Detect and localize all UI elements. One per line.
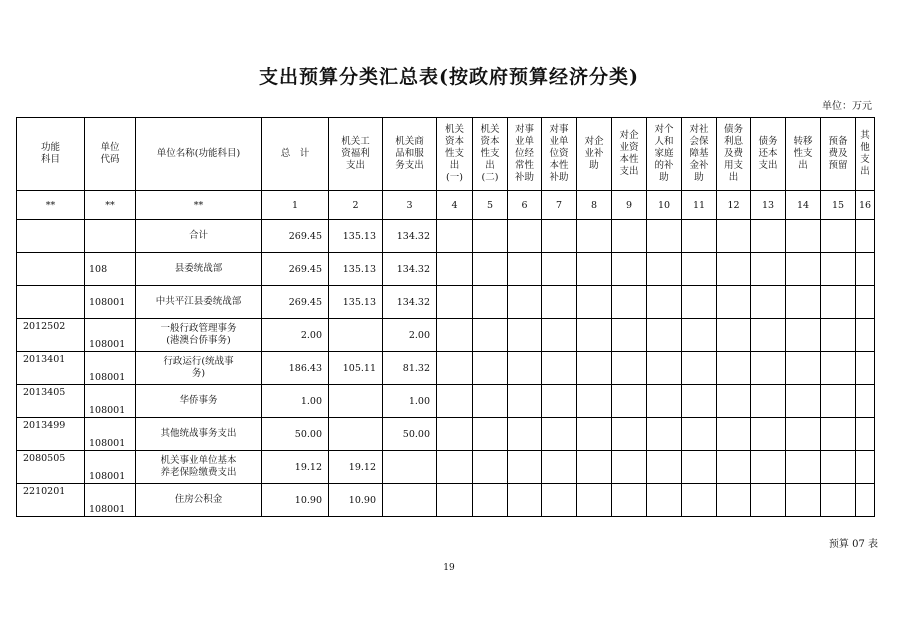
empty-cell: [856, 352, 875, 385]
function-code-cell: 2013401: [17, 352, 85, 385]
empty-cell: [751, 484, 786, 517]
total-cell: 1.00: [262, 385, 329, 418]
empty-cell: [577, 319, 612, 352]
empty-cell: [577, 253, 612, 286]
total-cell: 50.00: [262, 418, 329, 451]
column-number: 3: [383, 191, 437, 220]
table-row: [17, 385, 875, 418]
function-code-cell: [17, 253, 85, 286]
empty-cell: [856, 220, 875, 253]
total-cell: 2.00: [262, 319, 329, 352]
empty-cell: [717, 385, 751, 418]
empty-cell: [786, 484, 821, 517]
empty-cell: [437, 418, 473, 451]
column-number: 14: [786, 191, 821, 220]
empty-cell: [786, 385, 821, 418]
empty-cell: [717, 451, 751, 484]
goods-services-cell: 1.00: [383, 385, 437, 418]
empty-cell: [437, 319, 473, 352]
empty-cell: [682, 253, 717, 286]
empty-cell: [508, 352, 542, 385]
empty-cell: [647, 253, 682, 286]
column-number: 15: [821, 191, 856, 220]
empty-cell: [682, 319, 717, 352]
empty-cell: [856, 253, 875, 286]
header-row: [17, 118, 875, 191]
empty-cell: [647, 385, 682, 418]
empty-cell: [856, 484, 875, 517]
column-number: **: [85, 191, 136, 220]
column-number: **: [136, 191, 262, 220]
column-number: 6: [508, 191, 542, 220]
empty-cell: [542, 253, 577, 286]
empty-cell: [821, 253, 856, 286]
goods-services-cell: 81.32: [383, 352, 437, 385]
empty-cell: [508, 319, 542, 352]
empty-cell: [473, 451, 508, 484]
empty-cell: [612, 451, 647, 484]
empty-cell: [508, 418, 542, 451]
empty-cell: [577, 352, 612, 385]
column-number: 7: [542, 191, 577, 220]
empty-cell: [647, 286, 682, 319]
header-cell: 其他 支出: [856, 118, 875, 191]
empty-cell: [786, 418, 821, 451]
unit-name-cell: 其他统战事务支出: [136, 418, 262, 451]
empty-cell: [612, 253, 647, 286]
empty-cell: [682, 418, 717, 451]
function-code-cell: 2012502: [17, 319, 85, 352]
empty-cell: [612, 484, 647, 517]
header-cell: 预备 费及 预留: [821, 118, 856, 191]
empty-cell: [437, 286, 473, 319]
unit-name-cell: 住房公积金: [136, 484, 262, 517]
unit-code-cell: 108001: [85, 451, 136, 484]
wage-welfare-cell: 105.11: [329, 352, 383, 385]
header-cell: 总 计: [262, 118, 329, 191]
unit-code-cell: 108001: [85, 418, 136, 451]
column-number: 5: [473, 191, 508, 220]
empty-cell: [612, 220, 647, 253]
empty-cell: [751, 319, 786, 352]
unit-label: 单位：万元: [822, 101, 872, 112]
column-number: 1: [262, 191, 329, 220]
column-number: **: [17, 191, 85, 220]
empty-cell: [682, 220, 717, 253]
empty-cell: [577, 385, 612, 418]
empty-cell: [751, 286, 786, 319]
header-cell: 机关商 品和服 务支出: [383, 118, 437, 191]
column-number: 2: [329, 191, 383, 220]
total-cell: 269.45: [262, 286, 329, 319]
header-cell: 功能 科目: [17, 118, 85, 191]
empty-cell: [856, 418, 875, 451]
empty-cell: [577, 418, 612, 451]
empty-cell: [437, 352, 473, 385]
column-number: 13: [751, 191, 786, 220]
empty-cell: [577, 286, 612, 319]
empty-cell: [647, 319, 682, 352]
empty-cell: [542, 286, 577, 319]
empty-cell: [612, 418, 647, 451]
goods-services-cell: [383, 451, 437, 484]
empty-cell: [751, 220, 786, 253]
empty-cell: [473, 385, 508, 418]
unit-code-cell: 108001: [85, 352, 136, 385]
empty-cell: [856, 319, 875, 352]
header-cell: 债务 利息 及费 用支 出: [717, 118, 751, 191]
goods-services-cell: [383, 484, 437, 517]
empty-cell: [542, 319, 577, 352]
empty-cell: [717, 418, 751, 451]
empty-cell: [437, 253, 473, 286]
total-cell: 269.45: [262, 253, 329, 286]
empty-cell: [751, 418, 786, 451]
empty-cell: [647, 484, 682, 517]
header-cell: 机关 资本 性支 出 (一): [437, 118, 473, 191]
empty-cell: [542, 484, 577, 517]
header-cell: 机关 资本 性支 出 (二): [473, 118, 508, 191]
empty-cell: [473, 484, 508, 517]
empty-cell: [821, 385, 856, 418]
empty-cell: [473, 319, 508, 352]
empty-cell: [542, 451, 577, 484]
unit-name-cell: 合计: [136, 220, 262, 253]
total-cell: 186.43: [262, 352, 329, 385]
wage-welfare-cell: 19.12: [329, 451, 383, 484]
empty-cell: [786, 286, 821, 319]
empty-cell: [786, 451, 821, 484]
table-row: [17, 451, 875, 484]
unit-name-cell: 县委统战部: [136, 253, 262, 286]
empty-cell: [508, 286, 542, 319]
unit-name-cell: 行政运行(统战事 务): [136, 352, 262, 385]
function-code-cell: 2080505: [17, 451, 85, 484]
empty-cell: [473, 253, 508, 286]
header-cell: 单位 代码: [85, 118, 136, 191]
empty-cell: [717, 286, 751, 319]
empty-cell: [542, 352, 577, 385]
empty-cell: [437, 484, 473, 517]
function-code-cell: 2013405: [17, 385, 85, 418]
empty-cell: [717, 484, 751, 517]
empty-cell: [786, 253, 821, 286]
empty-cell: [751, 253, 786, 286]
unit-code-cell: 108001: [85, 319, 136, 352]
header-cell: 对企 业补 助: [577, 118, 612, 191]
unit-name-cell: 华侨事务: [136, 385, 262, 418]
empty-cell: [473, 220, 508, 253]
empty-cell: [508, 451, 542, 484]
table-row: [17, 484, 875, 517]
empty-cell: [508, 253, 542, 286]
header-cell: 对事 业单 位经 常性 补助: [508, 118, 542, 191]
empty-cell: [717, 319, 751, 352]
wage-welfare-cell: [329, 319, 383, 352]
empty-cell: [647, 418, 682, 451]
budget-table: [16, 117, 875, 517]
column-number: 11: [682, 191, 717, 220]
empty-cell: [856, 451, 875, 484]
header-cell: 对事 业单 位资 本性 补助: [542, 118, 577, 191]
table-row: [17, 418, 875, 451]
empty-cell: [577, 220, 612, 253]
empty-cell: [508, 385, 542, 418]
empty-cell: [717, 253, 751, 286]
empty-cell: [542, 418, 577, 451]
goods-services-cell: 2.00: [383, 319, 437, 352]
empty-cell: [682, 352, 717, 385]
header-cell: 对个 人和 家庭 的补 助: [647, 118, 682, 191]
header-cell: 债务 还本 支出: [751, 118, 786, 191]
column-number: 10: [647, 191, 682, 220]
function-code-cell: [17, 220, 85, 253]
header-cell: 对企 业资 本性 支出: [612, 118, 647, 191]
unit-code-cell: 108001: [85, 286, 136, 319]
unit-name-cell: 一般行政管理事务 (港澳台侨事务): [136, 319, 262, 352]
wage-welfare-cell: [329, 385, 383, 418]
unit-code-cell: 108001: [85, 385, 136, 418]
empty-cell: [717, 352, 751, 385]
total-cell: 269.45: [262, 220, 329, 253]
empty-cell: [751, 385, 786, 418]
function-code-cell: 2013499: [17, 418, 85, 451]
unit-code-cell: 108001: [85, 484, 136, 517]
empty-cell: [508, 220, 542, 253]
unit-name-cell: 中共平江县委统战部: [136, 286, 262, 319]
empty-cell: [786, 352, 821, 385]
unit-name-cell: 机关事业单位基本 养老保险缴费支出: [136, 451, 262, 484]
header-cell: 对社 会保 障基 金补 助: [682, 118, 717, 191]
empty-cell: [786, 319, 821, 352]
total-cell: 19.12: [262, 451, 329, 484]
empty-cell: [856, 286, 875, 319]
table-row: [17, 253, 875, 286]
empty-cell: [821, 319, 856, 352]
goods-services-cell: 134.32: [383, 220, 437, 253]
empty-cell: [682, 451, 717, 484]
empty-cell: [437, 385, 473, 418]
empty-cell: [821, 451, 856, 484]
goods-services-cell: 134.32: [383, 286, 437, 319]
empty-cell: [577, 451, 612, 484]
wage-welfare-cell: 135.13: [329, 253, 383, 286]
wage-welfare-cell: 10.90: [329, 484, 383, 517]
goods-services-cell: 134.32: [383, 253, 437, 286]
empty-cell: [751, 352, 786, 385]
empty-cell: [542, 220, 577, 253]
empty-cell: [542, 385, 577, 418]
empty-cell: [647, 220, 682, 253]
unit-code-cell: [85, 220, 136, 253]
column-number: 12: [717, 191, 751, 220]
table-row: [17, 286, 875, 319]
empty-cell: [473, 352, 508, 385]
empty-cell: [856, 385, 875, 418]
wage-welfare-cell: [329, 418, 383, 451]
empty-cell: [717, 220, 751, 253]
empty-cell: [612, 319, 647, 352]
function-code-cell: 2210201: [17, 484, 85, 517]
empty-cell: [647, 451, 682, 484]
column-number: 16: [856, 191, 875, 220]
empty-cell: [473, 418, 508, 451]
header-cell: 机关工 资福利 支出: [329, 118, 383, 191]
header-cell: 单位名称(功能科目): [136, 118, 262, 191]
unit-code-cell: 108: [85, 253, 136, 286]
empty-cell: [577, 484, 612, 517]
table-row: [17, 220, 875, 253]
empty-cell: [751, 451, 786, 484]
empty-cell: [682, 484, 717, 517]
empty-cell: [821, 418, 856, 451]
empty-cell: [612, 286, 647, 319]
table-row: [17, 352, 875, 385]
empty-cell: [821, 220, 856, 253]
empty-cell: [437, 451, 473, 484]
empty-cell: [612, 385, 647, 418]
empty-cell: [786, 220, 821, 253]
column-number: 4: [437, 191, 473, 220]
empty-cell: [473, 286, 508, 319]
table-id-label: 预算 07 表: [828, 539, 878, 550]
empty-cell: [821, 352, 856, 385]
header-cell: 转移 性支 出: [786, 118, 821, 191]
empty-cell: [682, 286, 717, 319]
empty-cell: [647, 352, 682, 385]
column-number: 9: [612, 191, 647, 220]
column-number: 8: [577, 191, 612, 220]
column-number-row: [17, 191, 875, 220]
empty-cell: [821, 286, 856, 319]
empty-cell: [508, 484, 542, 517]
function-code-cell: [17, 286, 85, 319]
total-cell: 10.90: [262, 484, 329, 517]
page-number: 19: [443, 563, 455, 573]
empty-cell: [682, 385, 717, 418]
page-title: 支出预算分类汇总表(按政府预算经济分类): [259, 66, 639, 88]
wage-welfare-cell: 135.13: [329, 286, 383, 319]
empty-cell: [821, 484, 856, 517]
table-row: [17, 319, 875, 352]
empty-cell: [612, 352, 647, 385]
goods-services-cell: 50.00: [383, 418, 437, 451]
wage-welfare-cell: 135.13: [329, 220, 383, 253]
empty-cell: [437, 220, 473, 253]
